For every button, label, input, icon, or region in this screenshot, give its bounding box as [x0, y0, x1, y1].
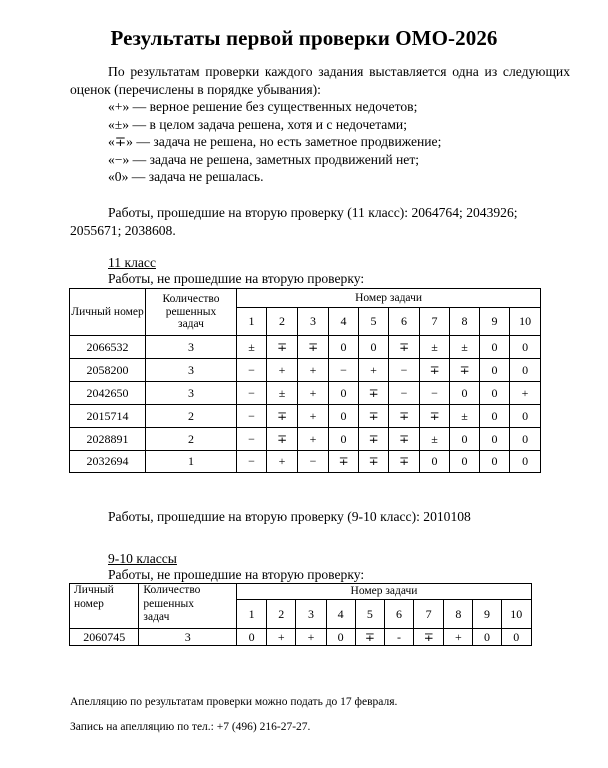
- task-number: 6: [384, 600, 413, 629]
- cell-mark: +: [510, 382, 541, 405]
- column-header-id: Личный номер: [70, 289, 146, 336]
- cell-id: 2058200: [70, 359, 146, 382]
- task-number: 10: [501, 600, 531, 629]
- task-number: 5: [355, 600, 384, 629]
- cell-mark: ±: [420, 336, 450, 359]
- cell-mark: −: [420, 382, 450, 405]
- task-number: 8: [444, 600, 473, 629]
- grade-item: [108, 169, 441, 187]
- cell-mark: −: [389, 359, 420, 382]
- task-number: 2: [267, 308, 298, 336]
- table-row: [70, 359, 541, 382]
- cell-mark: −: [329, 359, 359, 382]
- task-number: 1: [237, 600, 267, 629]
- task-number: 4: [329, 308, 359, 336]
- cell-mark: ∓: [420, 405, 450, 428]
- cell-mark: 0: [329, 405, 359, 428]
- cell-mark: ∓: [389, 451, 420, 473]
- cell-mark: +: [267, 451, 298, 473]
- cell-count: 2: [146, 405, 237, 428]
- cell-mark: +: [296, 629, 326, 646]
- task-number: 2: [267, 600, 296, 629]
- cell-mark: ±: [267, 382, 298, 405]
- cell-mark: 0: [480, 359, 510, 382]
- table-row: [70, 428, 541, 451]
- grade-item: [108, 117, 441, 135]
- cell-mark: ∓: [329, 451, 359, 473]
- results-table-11: [69, 288, 541, 473]
- cell-mark: ∓: [389, 405, 420, 428]
- table-row: [70, 451, 541, 473]
- cell-mark: +: [444, 629, 473, 646]
- grade-item: [108, 99, 441, 117]
- task-number: 6: [389, 308, 420, 336]
- grade-description: — в целом задача решена, хотя и с недочетами;: [129, 116, 407, 132]
- cell-mark: −: [237, 359, 267, 382]
- cell-mark: ∓: [359, 405, 389, 428]
- cell-mark: 0: [473, 629, 501, 646]
- section-11-heading: 11 класс: [108, 255, 156, 270]
- cell-mark: ±: [450, 405, 480, 428]
- intro-paragraph: По результатам проверки каждого задания выставляется одна из следующих оценок (перечислены в порядке убывания):: [70, 64, 570, 97]
- cell-mark: 0: [510, 359, 541, 382]
- cell-id: 2028891: [70, 428, 146, 451]
- cell-count: 3: [146, 336, 237, 359]
- cell-mark: −: [237, 451, 267, 473]
- cell-mark: ±: [237, 336, 267, 359]
- column-header-count: Количество решенных задач: [146, 289, 237, 336]
- table-row: [70, 629, 532, 646]
- cell-mark: ∓: [298, 336, 329, 359]
- grade-item: [108, 134, 441, 152]
- cell-mark: 0: [480, 336, 510, 359]
- table-header-row: [70, 584, 532, 600]
- grade-description: — верное решение без существенных недочетов;: [129, 99, 418, 114]
- grade-symbol: «−»: [108, 151, 130, 167]
- cell-mark: ∓: [355, 629, 384, 646]
- cell-mark: ∓: [450, 359, 480, 382]
- task-number: 5: [359, 308, 389, 336]
- cell-mark: ∓: [389, 428, 420, 451]
- cell-mark: −: [237, 382, 267, 405]
- cell-mark: 0: [450, 382, 480, 405]
- cell-mark: +: [298, 405, 329, 428]
- cell-mark: 0: [480, 428, 510, 451]
- cell-mark: ∓: [389, 336, 420, 359]
- cell-mark: ∓: [414, 629, 444, 646]
- grade-description: — задача не решена, но есть заметное продвижение;: [132, 134, 442, 150]
- cell-mark: 0: [420, 451, 450, 473]
- task-number: 4: [326, 600, 355, 629]
- cell-id: 2032694: [70, 451, 146, 473]
- cell-mark: ±: [420, 428, 450, 451]
- cell-mark: ∓: [359, 428, 389, 451]
- cell-mark: +: [298, 382, 329, 405]
- results-table-9-10: [69, 583, 532, 646]
- grade-item: [108, 152, 441, 170]
- cell-mark: ∓: [359, 451, 389, 473]
- grade-description: — задача не решена, заметных продвижений нет;: [129, 151, 420, 167]
- passed-9-10-paragraph: Работы, прошедшие на вторую проверку (9-10 класс): 2010108: [108, 509, 471, 524]
- cell-mark: 0: [501, 629, 531, 646]
- section-9-10-subheading: Работы, не прошедшие на вторую проверку:: [108, 567, 365, 582]
- cell-mark: 0: [326, 629, 355, 646]
- cell-mark: 0: [510, 451, 541, 473]
- cell-mark: −: [237, 428, 267, 451]
- column-header-tasks: Номер задачи: [237, 584, 532, 600]
- task-number: 7: [420, 308, 450, 336]
- cell-id: 2015714: [70, 405, 146, 428]
- task-number: 9: [480, 308, 510, 336]
- cell-mark: 0: [510, 336, 541, 359]
- cell-mark: ∓: [267, 405, 298, 428]
- grades-legend: [108, 99, 441, 187]
- grade-symbol: «±»: [108, 116, 130, 132]
- task-number: 1: [237, 308, 267, 336]
- cell-mark: +: [267, 629, 296, 646]
- cell-mark: +: [267, 359, 298, 382]
- passed-11-paragraph: Работы, прошедшие на вторую проверку (11 класс): 2064764; 2043926; 2055671; 2038608.: [70, 205, 518, 238]
- cell-mark: ∓: [267, 428, 298, 451]
- cell-count: 1: [146, 451, 237, 473]
- cell-count: 3: [146, 359, 237, 382]
- cell-mark: ±: [450, 336, 480, 359]
- column-header-count: Количество решенных задач: [139, 584, 237, 629]
- cell-mark: 0: [450, 428, 480, 451]
- grade-symbol: «0»: [108, 169, 129, 185]
- cell-mark: 0: [480, 451, 510, 473]
- cell-mark: ∓: [359, 382, 389, 405]
- cell-mark: −: [298, 451, 329, 473]
- column-header-id: Личный номер: [70, 584, 139, 629]
- table-header-row: [70, 289, 541, 308]
- cell-mark: 0: [359, 336, 389, 359]
- cell-id: 2060745: [70, 629, 139, 646]
- task-number: 9: [473, 600, 501, 629]
- cell-id: 2042650: [70, 382, 146, 405]
- cell-mark: -: [384, 629, 413, 646]
- table-row: [70, 405, 541, 428]
- grade-symbol: «∓»: [108, 134, 133, 150]
- cell-mark: +: [298, 359, 329, 382]
- cell-mark: −: [389, 382, 420, 405]
- cell-mark: ∓: [267, 336, 298, 359]
- cell-mark: 0: [329, 428, 359, 451]
- table-row: [70, 382, 541, 405]
- appeal-phone-text: Запись на апелляцию по тел.: +7 (496) 216-27-27.: [70, 721, 311, 733]
- cell-mark: ∓: [420, 359, 450, 382]
- appeal-deadline-text: Апелляцию по результатам проверки можно подать до 17 февраля.: [70, 696, 398, 708]
- grade-symbol: «+»: [108, 99, 130, 114]
- task-number: 3: [296, 600, 326, 629]
- section-9-10-heading: 9-10 классы: [108, 551, 177, 566]
- cell-mark: +: [359, 359, 389, 382]
- cell-mark: +: [298, 428, 329, 451]
- task-number: 3: [298, 308, 329, 336]
- cell-mark: 0: [329, 336, 359, 359]
- cell-id: 2066532: [70, 336, 146, 359]
- cell-count: 2: [146, 428, 237, 451]
- cell-mark: 0: [237, 629, 267, 646]
- cell-mark: 0: [510, 405, 541, 428]
- grade-description: — задача не решалась.: [128, 169, 264, 185]
- task-number: 7: [414, 600, 444, 629]
- cell-mark: 0: [329, 382, 359, 405]
- cell-mark: 0: [480, 405, 510, 428]
- cell-mark: 0: [480, 382, 510, 405]
- column-header-tasks: Номер задачи: [237, 289, 541, 308]
- page-title: Результаты первой проверки ОМО-2026: [110, 26, 498, 50]
- cell-mark: −: [237, 405, 267, 428]
- cell-mark: 0: [450, 451, 480, 473]
- cell-mark: 0: [510, 428, 541, 451]
- cell-count: 3: [139, 629, 237, 646]
- task-number: 8: [450, 308, 480, 336]
- task-number: 10: [510, 308, 541, 336]
- table-row: [70, 336, 541, 359]
- cell-count: 3: [146, 382, 237, 405]
- section-11-subheading: Работы, не прошедшие на вторую проверку:: [108, 271, 365, 286]
